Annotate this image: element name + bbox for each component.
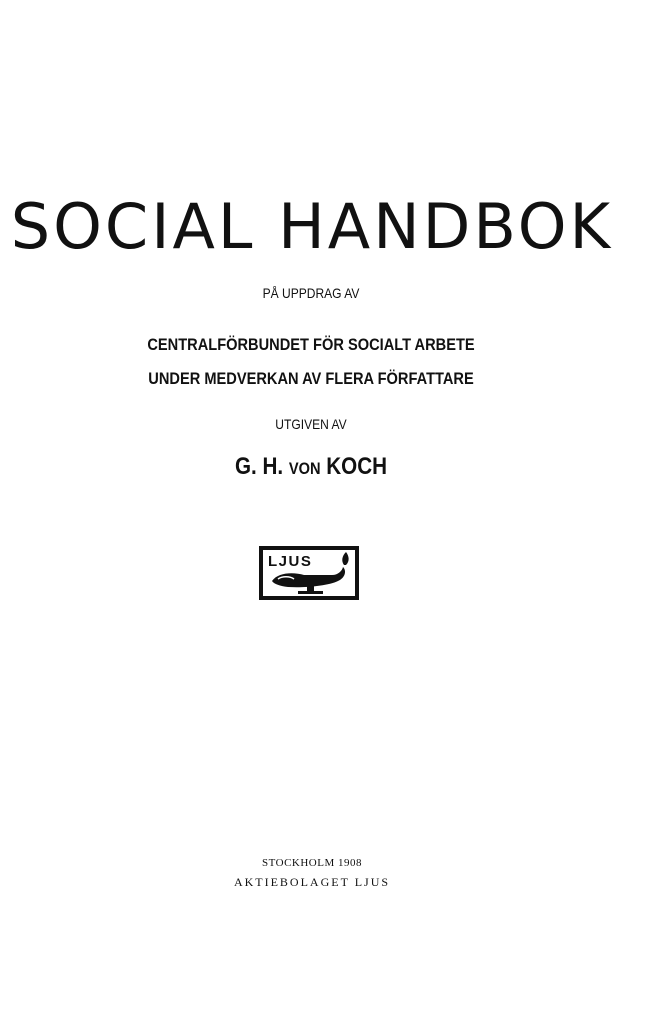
editor-initials: G. H. [234,453,284,480]
collaboration-line: UNDER MEDVERKAN AV FLERA FÖRFATTARE [148,369,474,388]
editor-name [44,452,579,484]
imprint-publisher: AKTIEBOLAGET LJUS [233,875,391,889]
editor-particle: VON [288,459,321,478]
book-title: SOCIAL HANDBOK [10,190,614,263]
logo-text: LJUS [268,553,313,570]
edited-by-line: UTGIVEN AV [275,416,347,432]
publisher-logo [258,545,360,601]
editor-surname: KOCH [326,453,388,480]
imprint-place-year: STOCKHOLM 1908 [261,857,362,869]
organization-line: CENTRALFÖRBUNDET FÖR SOCIALT ARBETE [147,335,475,354]
commission-line: PÅ UPPDRAG AV [262,285,360,301]
